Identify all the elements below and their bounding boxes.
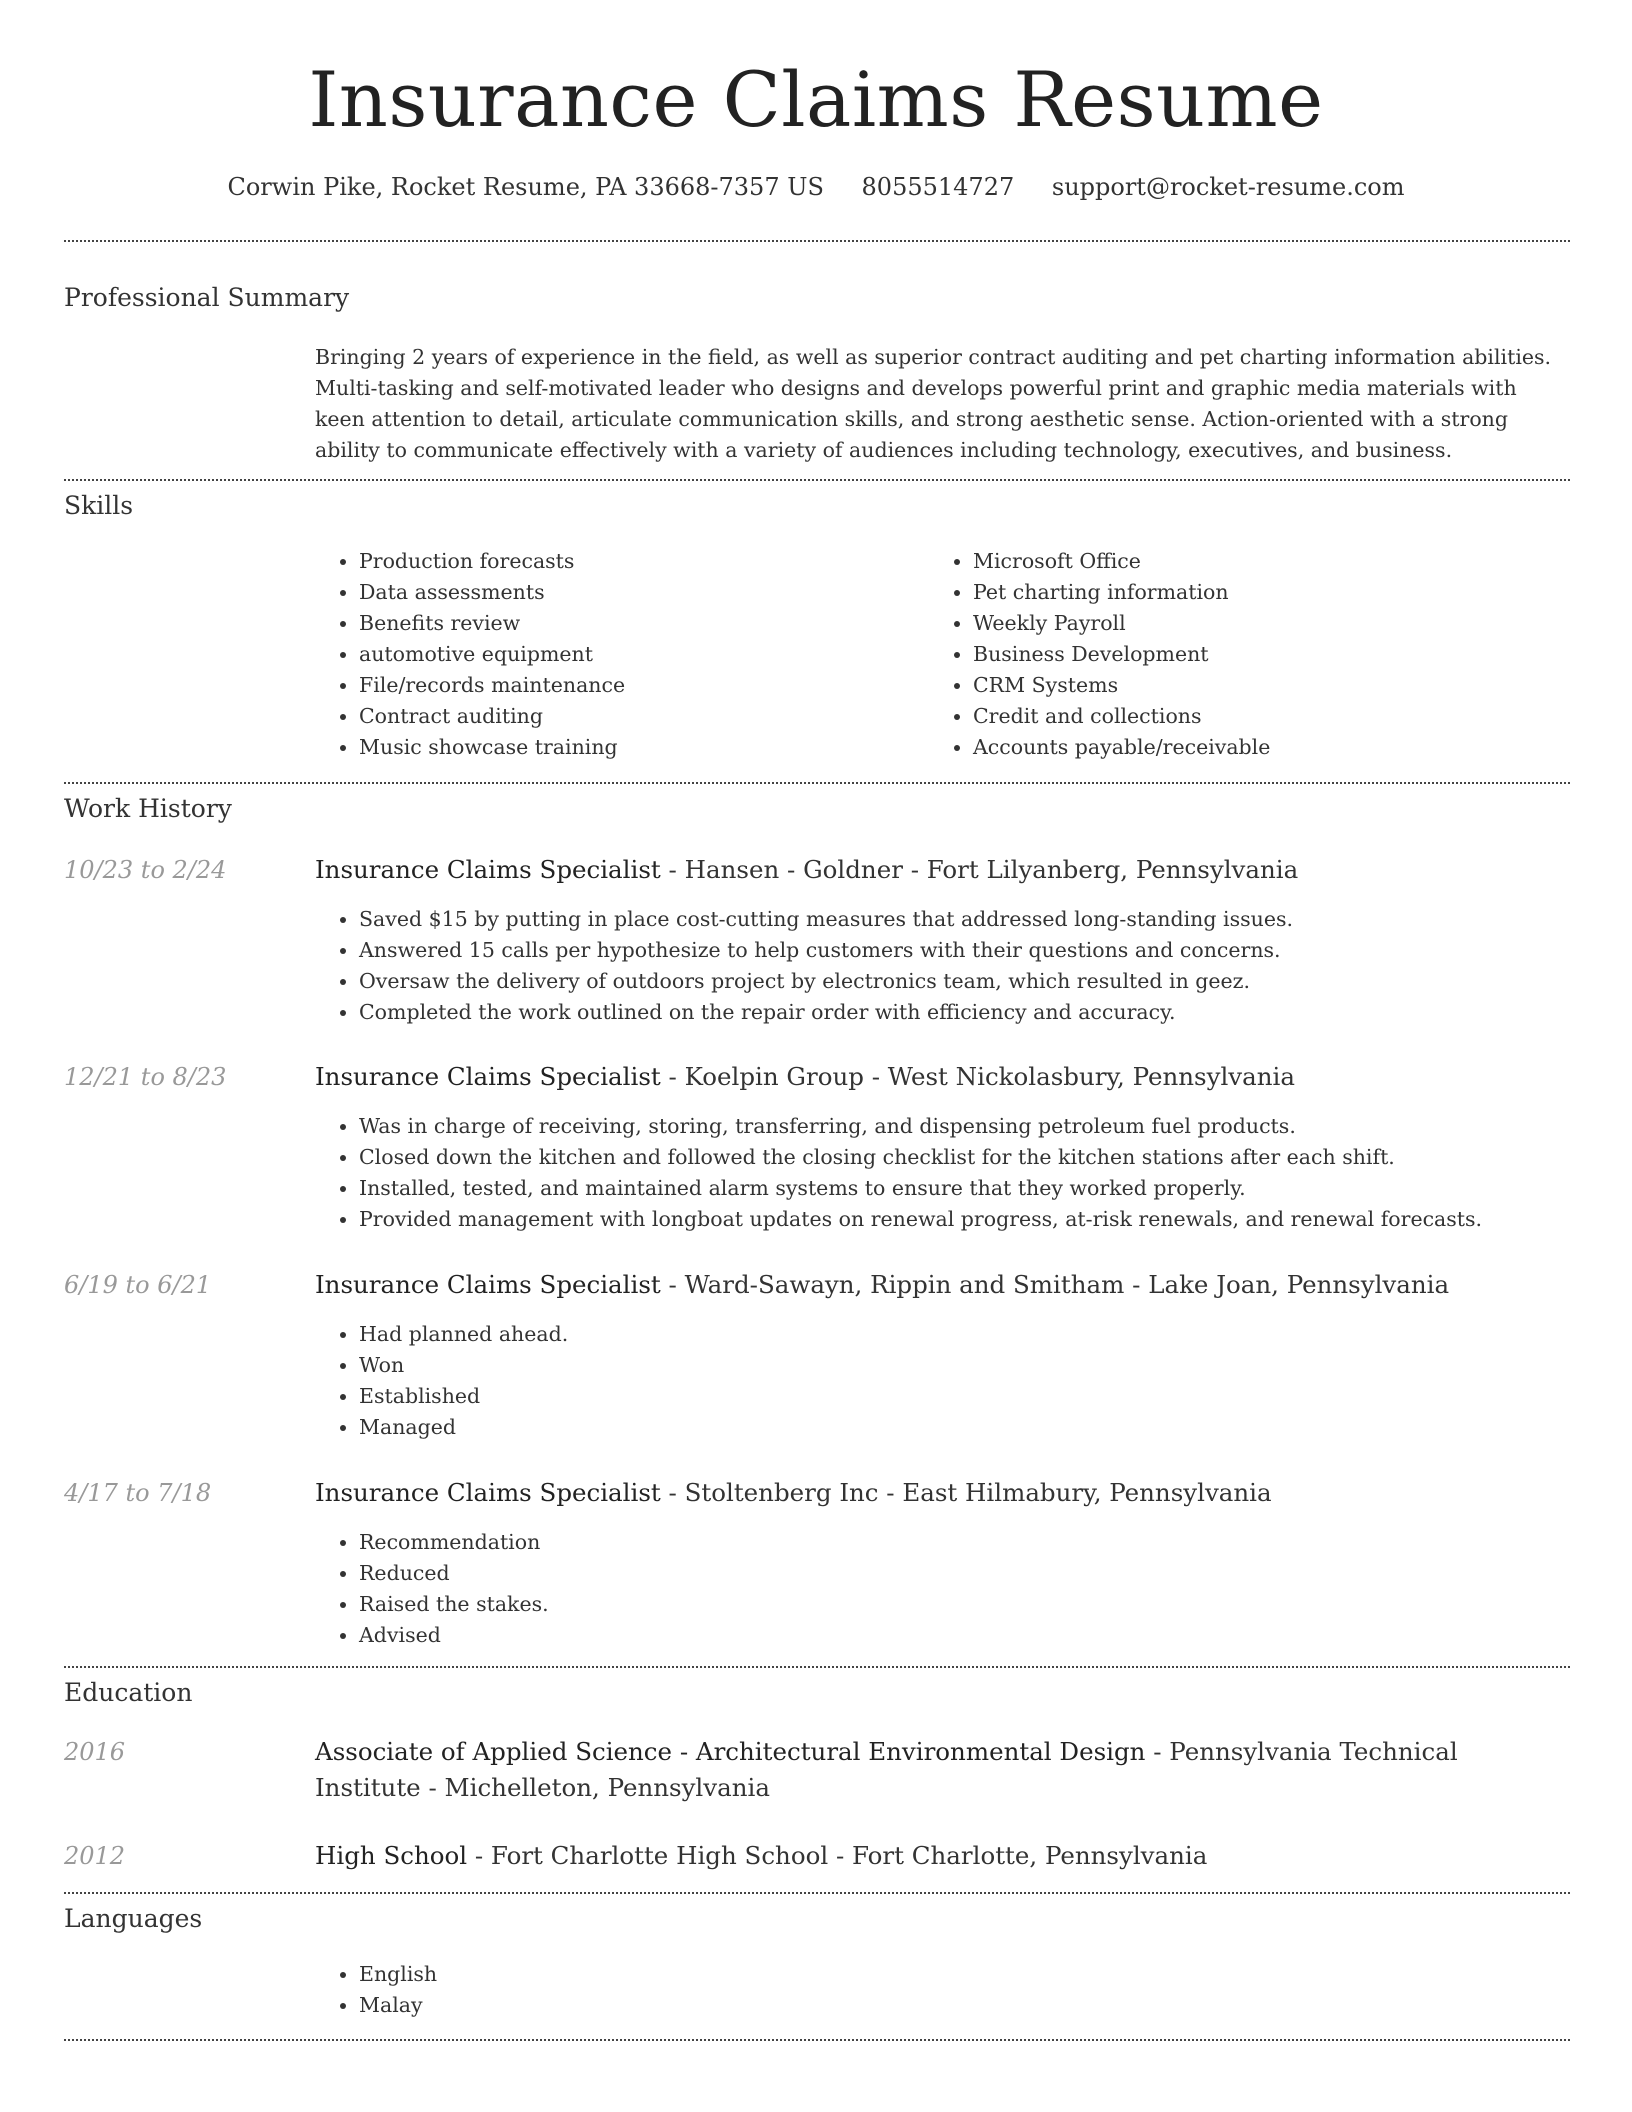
list-item: • CRM Systems <box>973 670 1573 701</box>
education-year: 2012 <box>64 1842 126 1870</box>
skills-heading: Skills <box>64 491 134 520</box>
divider <box>64 1892 1570 1894</box>
list-item: • Production forecasts <box>359 546 919 577</box>
list-item: • English <box>359 1959 959 1990</box>
list-item: • Provided management with longboat updates on renewal progress, at-risk renewals, and renewal forecasts. <box>359 1204 1609 1235</box>
job-bullets <box>315 904 1609 1028</box>
education-school: - Pennsylvania Technical Institute - Michelleton, Pennsylvania <box>315 1737 1458 1802</box>
job-title: Insurance Claims Specialist <box>315 1270 661 1299</box>
list-item: • Saved $15 by putting in place cost-cutting measures that addressed long-standing issues. <box>359 904 1609 935</box>
contact-line <box>0 170 1632 204</box>
education-heading: Education <box>64 1678 193 1707</box>
list-item: • Microsoft Office <box>973 546 1573 577</box>
education-entry <box>315 1734 1565 1806</box>
list-item: • Installed, tested, and maintained alarm systems to ensure that they worked properly. <box>359 1173 1609 1204</box>
list-item: • File/records maintenance <box>359 670 919 701</box>
list-item: • Data assessments <box>359 577 919 608</box>
list-item: • Oversaw the delivery of outdoors project by electronics team, which resulted in geez. <box>359 966 1609 997</box>
contact-phone: 8055514727 <box>861 173 1015 201</box>
job-dates: 6/19 to 6/21 <box>64 1271 212 1299</box>
divider <box>64 2039 1570 2041</box>
list-item: • Pet charting information <box>973 577 1573 608</box>
list-item: • Had planned ahead. <box>359 1319 1609 1350</box>
skills-list-left <box>315 546 919 763</box>
list-item: • Closed down the kitchen and followed the closing checklist for the kitchen stations after each shift. <box>359 1142 1609 1173</box>
education-degree: Associate of Applied Science - Architectural Environmental Design <box>315 1737 1146 1766</box>
list-item: • Won <box>359 1350 1609 1381</box>
job-dates: 4/17 to 7/18 <box>64 1479 212 1507</box>
list-item: • Established <box>359 1381 1609 1412</box>
job-bullets <box>315 1527 1609 1651</box>
job-title: Insurance Claims Specialist <box>315 855 661 884</box>
list-item: • Credit and collections <box>973 701 1573 732</box>
job-dates: 12/21 to 8/23 <box>64 1063 227 1091</box>
list-item: • Business Development <box>973 639 1573 670</box>
list-item: • Raised the stakes. <box>359 1589 1609 1620</box>
summary-heading: Professional Summary <box>64 283 350 312</box>
contact-email: support@rocket-resume.com <box>1051 173 1405 201</box>
job-title: Insurance Claims Specialist <box>315 1478 661 1507</box>
list-item: • Answered 15 calls per hypothesize to help customers with their questions and concerns. <box>359 935 1609 966</box>
list-item: • Completed the work outlined on the repair order with efficiency and accuracy. <box>359 997 1609 1028</box>
skills-list-right <box>929 546 1573 763</box>
education-school: - Fort Charlotte High School - Fort Charlotte, Pennsylvania <box>467 1841 1208 1870</box>
list-item: • Managed <box>359 1412 1609 1443</box>
list-item: • Music showcase training <box>359 732 919 763</box>
education-year: 2016 <box>64 1738 126 1766</box>
languages-heading: Languages <box>64 1904 203 1933</box>
job-bullets <box>315 1319 1609 1443</box>
job-employer: - Koelpin Group - West Nickolasbury, Pennsylvania <box>660 1062 1295 1091</box>
work-heading: Work History <box>64 794 232 823</box>
job-employer: - Ward-Sawayn, Rippin and Smitham - Lake Joan, Pennsylvania <box>660 1270 1450 1299</box>
resume-title: Insurance Claims Resume <box>308 55 1324 144</box>
job-heading <box>315 1059 1565 1095</box>
education-entry <box>315 1838 1565 1874</box>
languages-list <box>315 1959 959 2021</box>
divider <box>64 1666 1570 1668</box>
job-heading <box>315 1267 1565 1303</box>
job-heading <box>315 1475 1565 1511</box>
education-degree: High School <box>315 1841 468 1870</box>
job-employer: - Hansen - Goldner - Fort Lilyanberg, Pennsylvania <box>660 855 1299 884</box>
job-employer: - Stoltenberg Inc - East Hilmabury, Pennsylvania <box>660 1478 1272 1507</box>
divider <box>64 782 1570 784</box>
job-heading <box>315 852 1565 888</box>
list-item: • Advised <box>359 1620 1609 1651</box>
list-item: • Weekly Payroll <box>973 608 1573 639</box>
list-item: • Contract auditing <box>359 701 919 732</box>
divider <box>64 479 1570 481</box>
summary-text: Bringing 2 years of experience in the field, as well as superior contract auditing and pet charting information abilities. Multi-tasking and self-motivated leader who designs and develops powerful print and graphic media materials with keen attention to detail, articulate communication skills, and strong aesthetic sense. Action-oriented with a strong ability to communicate effectively with a variety of audiences including technology, executives, and business. <box>315 345 1552 462</box>
list-item: • Malay <box>359 1990 959 2021</box>
job-dates: 10/23 to 2/24 <box>64 856 227 884</box>
list-item: • Recommendation <box>359 1527 1609 1558</box>
contact-address: Corwin Pike, Rocket Resume, PA 33668-7357 US <box>227 173 824 201</box>
list-item: • Accounts payable/receivable <box>973 732 1573 763</box>
divider <box>64 240 1570 242</box>
list-item: • Was in charge of receiving, storing, transferring, and dispensing petroleum fuel products. <box>359 1111 1609 1142</box>
job-bullets <box>315 1111 1609 1235</box>
list-item: • Reduced <box>359 1558 1609 1589</box>
list-item: • Benefits review <box>359 608 919 639</box>
job-title: Insurance Claims Specialist <box>315 1062 661 1091</box>
list-item: • automotive equipment <box>359 639 919 670</box>
